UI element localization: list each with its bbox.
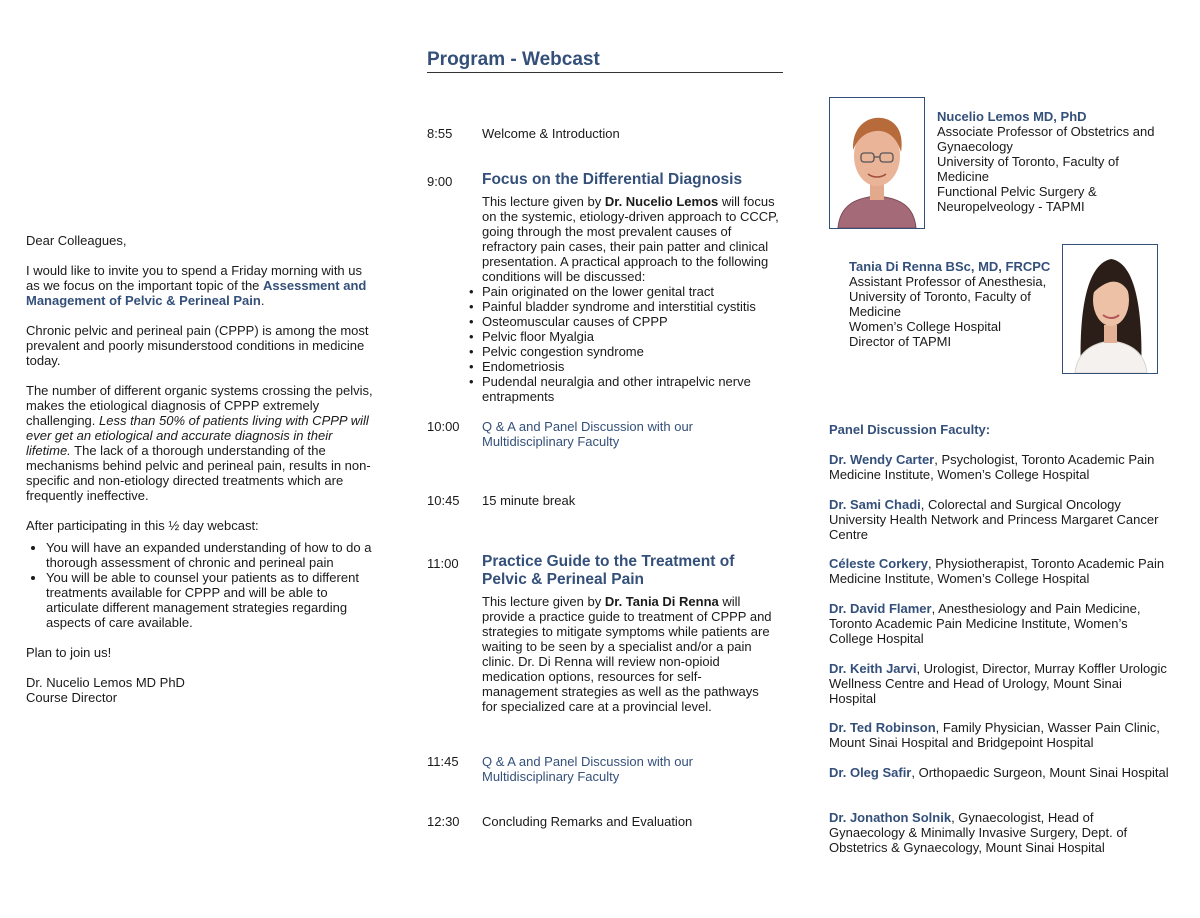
panel-member [829,661,1169,706]
man-portrait-icon [830,98,924,228]
bio-line: Associate Professor of Obstetrics and Gynaecology [937,124,1155,154]
list-item: • Pain originated on the lower genital tract [482,284,782,299]
woman-portrait-icon [1063,245,1157,373]
session-welcome: Welcome & Introduction [482,126,620,141]
bio-line: Assistant Professor of Anesthesia, University of Toronto, Faculty of Medicine [849,274,1047,319]
session-title: Practice Guide to the Treatment of Pelvic & Perineal Pain [482,553,735,588]
panel-member [829,810,1169,855]
panel-member-desc: , Orthopaedic Surgeon, Mount Sinai Hospital [911,765,1169,780]
desc-text: will provide a practice guide to treatment of CPPP and strategies to mitigate symptoms while patients are waiting to be seen by a specialist and/or a pain clinic. Dr. Di Renna will review non-opioid medication options, resources for self-management strategies as well as the pathways for specialized care at a provincial level. [482,594,772,714]
letter-invite-paragraph [26,263,378,308]
panel-member-name: Dr. David Flamer [829,601,932,616]
session-time: 8:55 [427,126,453,141]
panel-member [829,765,1169,780]
session-time: 11:00 [427,556,459,571]
signature-title: Course Director [26,690,118,705]
panel-member-name: Dr. Keith Jarvi [829,661,917,676]
letter-closing: Plan to join us! [26,645,112,660]
letter-bullet-list [26,540,378,630]
speaker-name: Dr. Tania Di Renna [604,594,719,609]
lemos-bio [937,109,1167,214]
letter-paragraph-4: After participating in this ½ day webcast: [26,518,259,533]
para3-italic: Less than 50% of patients living with CPPP will ever get an etiological and accurate diagnosis in their lifetime. [26,413,369,458]
letter-paragraph-2: Chronic pelvic and perineal pain (CPPP) is among the most prevalent and poorly misunderstood conditions in medicine today. [26,323,369,368]
session-time: 10:45 [427,493,460,508]
bio-line: University of Toronto, Faculty of Medicine [937,154,1119,184]
faculty-name: Tania Di Renna BSc, MD, FRCPC [849,259,1051,274]
invite-text: I would like to invite you to spend a Friday morning with us as we focus on the important topic of the [26,263,363,293]
panel-member-name: Dr. Wendy Carter [829,452,935,467]
list-item: • You will have an expanded understanding of how to do a thorough assessment of chronic and perineal pain [46,540,378,570]
session-panel-discussion: Q & A and Panel Discussion with our Multidisciplinary Faculty [482,419,694,449]
list-item: • Painful bladder syndrome and interstitial cystitis [482,299,782,314]
panel-member-name: Dr. Sami Chadi [829,497,921,512]
panel-member [829,497,1169,542]
direnna-photo [1062,244,1158,374]
conditions-list [482,284,782,404]
para3-text-a: The number of different organic systems crossing the pelvis, makes the etiological diagnosis of CPPP extremely challenging. [26,383,373,428]
invitation-letter [26,233,378,705]
session-time: 12:30 [427,814,460,829]
program-title: Program - Webcast [427,49,783,73]
desc-text: This lecture given by [482,194,605,209]
session-concluding: Concluding Remarks and Evaluation [482,814,693,829]
bio-line: Functional Pelvic Surgery & Neuropelveology - TAPMI [937,184,1097,214]
signature-name: Dr. Nucelio Lemos MD PhD [26,675,185,690]
panel-member-desc: , Psychologist, Toronto Academic Pain Medicine Institute, Women’s College Hospital [829,452,1155,482]
session-differential-diagnosis [482,171,782,404]
session-description [482,194,782,404]
session-break: 15 minute break [482,493,576,508]
session-practice-guide [482,553,782,714]
desc-text: This lecture given by [482,594,605,609]
list-item: • You will be able to counsel your patients as to different treatments available for CPPP and will be able to articulate different management strategies regarding aspects of care available. [46,570,378,630]
list-item: • Pelvic congestion syndrome [482,344,782,359]
panel-member-name: Dr. Jonathon Solnik [829,810,952,825]
direnna-bio [849,259,1054,349]
para3-text-b: The lack of a thorough understanding of the mechanisms behind pelvic and perineal pain, results in non-specific and non-etiology directed treatments which are frequently ineffective. [26,443,371,503]
panel-member-name: Céleste Corkery [829,556,928,571]
list-item: • Pelvic floor Myalgia [482,329,782,344]
panel-member [829,720,1169,750]
panel-member-name: Dr. Ted Robinson [829,720,936,735]
panel-member-name: Dr. Oleg Safir [829,765,912,780]
session-time: 9:00 [427,174,453,189]
panel-member [829,556,1169,586]
list-item: • Osteomuscular causes of CPPP [482,314,782,329]
list-item: • Pudendal neuralgia and other intrapelvic nerve entrapments [482,374,782,404]
list-item: • Endometriosis [482,359,782,374]
session-panel-discussion: Q & A and Panel Discussion with our Multidisciplinary Faculty [482,754,694,784]
session-description [482,594,772,714]
session-title: Focus on the Differential Diagnosis [482,171,743,188]
bio-line: Women’s College Hospital [849,319,1001,334]
letter-greeting: Dear Colleagues, [26,233,127,248]
panel-member-desc: , Gynaecologist, Head of Gynaecology & Minimally Invasive Surgery, Dept. of Obstetrics & Gynaecology, Mount Sinai Hospital [829,810,1128,855]
desc-text: will focus on the systemic, etiology-driven approach to CCCP, going through the most prevalent causes of refractory pain cases, their pain patter and clinical presentation. A practical approach to the following conditions will be discussed: [482,194,779,284]
session-time: 10:00 [427,419,460,434]
lemos-photo [829,97,925,229]
letter-paragraph-3 [26,383,378,503]
speaker-name: Dr. Nucelio Lemos [604,194,719,209]
session-time: 11:45 [427,754,459,769]
panel-member-desc: , Physiotherapist, Toronto Academic Pain Medicine Institute, Women’s College Hospital [829,556,1165,586]
panel-member-desc: , Urologist, Director, Murray Koffler Urologic Wellness Centre and Head of Urology, Mount Sinai Hospital [829,661,1167,706]
invite-topic: Assessment and Management of Pelvic & Perineal Pain [26,278,367,308]
panel-title: Panel Discussion Faculty: [829,422,991,437]
bio-line: Director of TAPMI [849,334,952,349]
invite-end: . [260,293,265,308]
panel-member-desc: , Family Physician, Wasser Pain Clinic, Mount Sinai Hospital and Bridgepoint Hospital [829,720,1160,750]
panel-member [829,601,1169,646]
panel-member [829,452,1169,482]
panel-member-desc: , Anesthesiology and Pain Medicine, Toronto Academic Pain Medicine Institute, Women’s College Hospital [829,601,1141,646]
panel-member-desc: , Colorectal and Surgical Oncology University Health Network and Princess Margaret Cancer Centre [829,497,1159,542]
faculty-name: Nucelio Lemos MD, PhD [937,109,1087,124]
